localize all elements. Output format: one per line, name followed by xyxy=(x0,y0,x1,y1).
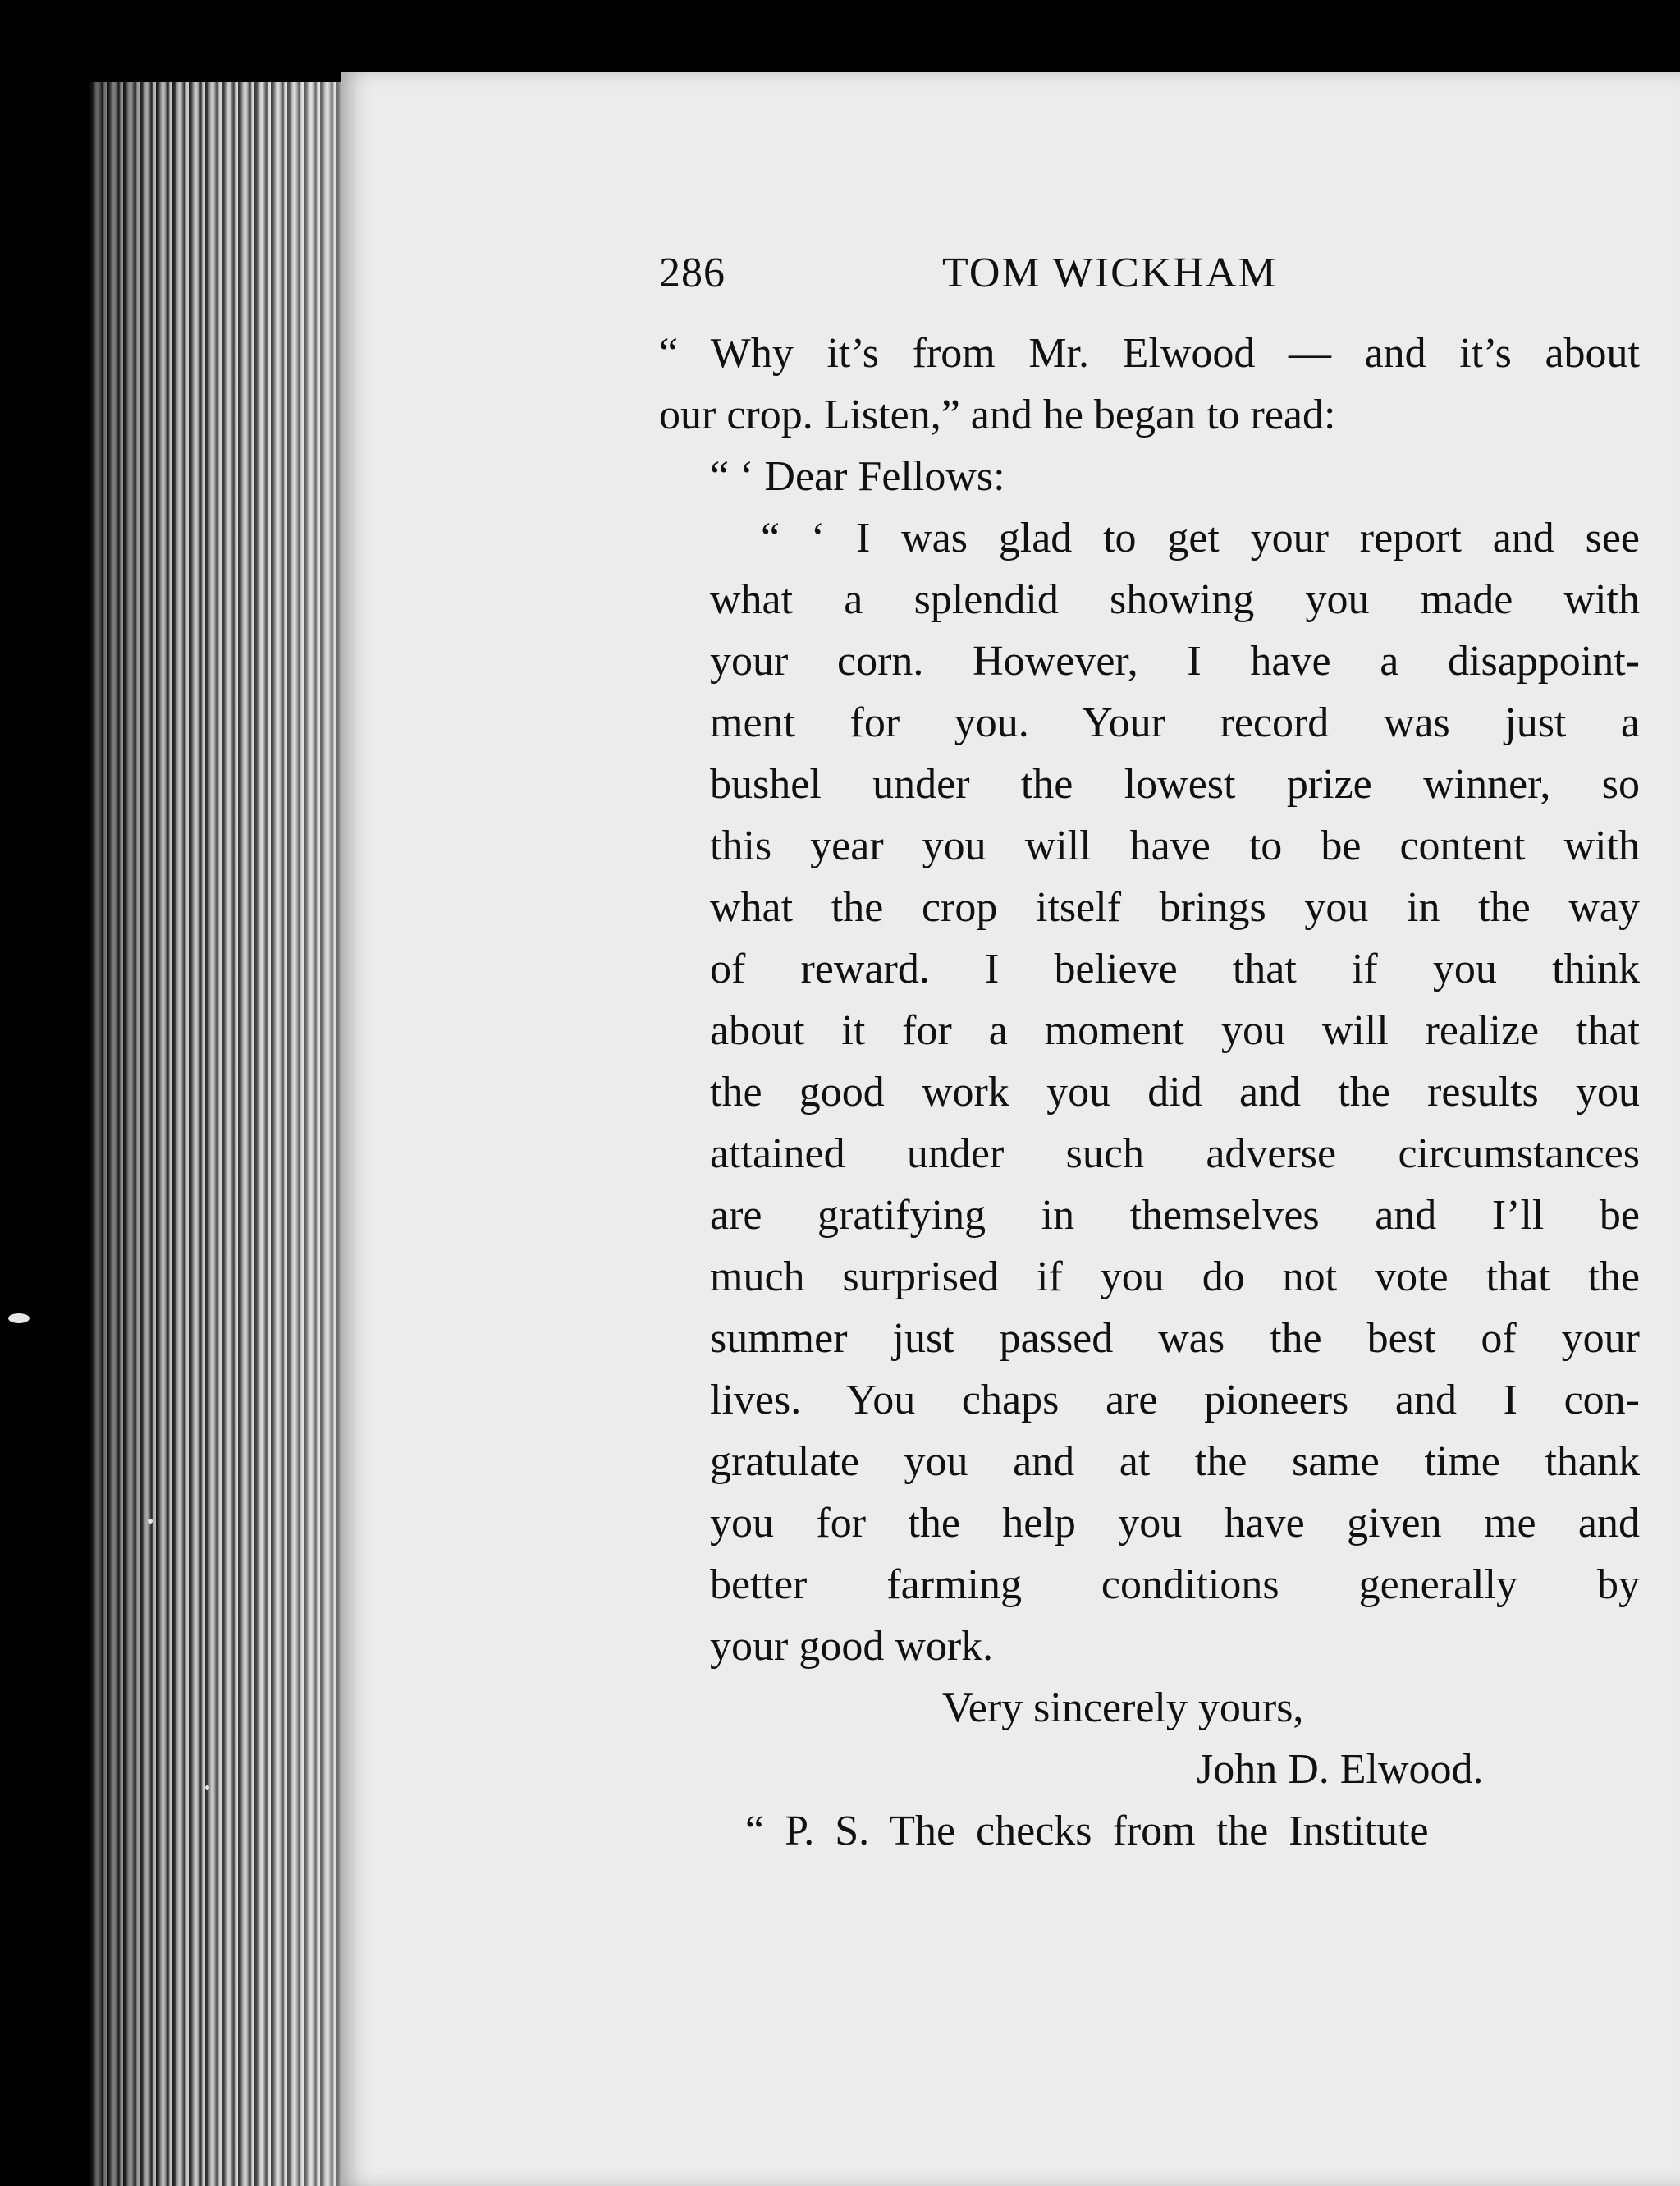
text-line: about it for a moment you will realize that xyxy=(710,1007,1640,1054)
text-line: your good work. xyxy=(710,1623,994,1670)
book-title: TOM WICKHAM xyxy=(942,250,1278,296)
letter-body xyxy=(659,507,1640,1677)
text-line: gratulate you and at the same time thank xyxy=(710,1438,1640,1485)
text-line: you for the help you have given me and xyxy=(710,1500,1640,1547)
scan-speck xyxy=(205,1785,209,1790)
text-line: attained under such adverse circumstances xyxy=(710,1130,1640,1177)
text-line: “ Why it’s from Mr. Elwood — and it’s about xyxy=(659,330,1640,377)
letter-signature: John D. Elwood. xyxy=(1197,1746,1484,1793)
letter-closing: Very sincerely yours, xyxy=(942,1684,1304,1731)
text-line: this year you will have to be content with xyxy=(710,823,1640,869)
text-line: the good work you did and the results you xyxy=(710,1069,1640,1116)
text-line: what a splendid showing you made with xyxy=(710,576,1640,623)
text-line: of reward. I believe that if you think xyxy=(710,946,1640,992)
postscript-line xyxy=(659,1800,1640,1862)
scan-speck xyxy=(148,1519,153,1524)
text-line: what the crop itself brings you in the way xyxy=(710,884,1640,931)
letter-salutation: “ ‘ Dear Fellows: xyxy=(710,453,1005,500)
text-line: better farming conditions generally by xyxy=(710,1561,1640,1608)
scan-speck xyxy=(8,1313,30,1323)
intro-paragraph xyxy=(659,323,1640,446)
page-content xyxy=(659,249,1640,1862)
text-line: much surprised if you do not vote that the xyxy=(710,1253,1640,1300)
text-line: bushel under the lowest prize winner, so xyxy=(710,761,1640,808)
text-line: your corn. However, I have a disappoint- xyxy=(710,638,1640,685)
text-line: our crop. Listen,” and he began to read: xyxy=(659,392,1336,438)
postscript-text: “ P. S. The checks from the Institute xyxy=(745,1808,1429,1854)
text-line: lives. You chaps are pioneers and I con- xyxy=(710,1377,1640,1423)
page-sheet xyxy=(341,72,1680,2186)
page-number: 286 xyxy=(659,250,726,296)
text-line: are gratifying in themselves and I’ll be xyxy=(710,1192,1640,1239)
text-line: “ ‘ I was glad to get your report and see xyxy=(761,515,1640,561)
text-line: ment for you. Your record was just a xyxy=(710,699,1640,746)
running-head xyxy=(659,249,1640,323)
page-edge-stack xyxy=(90,82,345,2186)
text-line: summer just passed was the best of your xyxy=(710,1315,1640,1362)
